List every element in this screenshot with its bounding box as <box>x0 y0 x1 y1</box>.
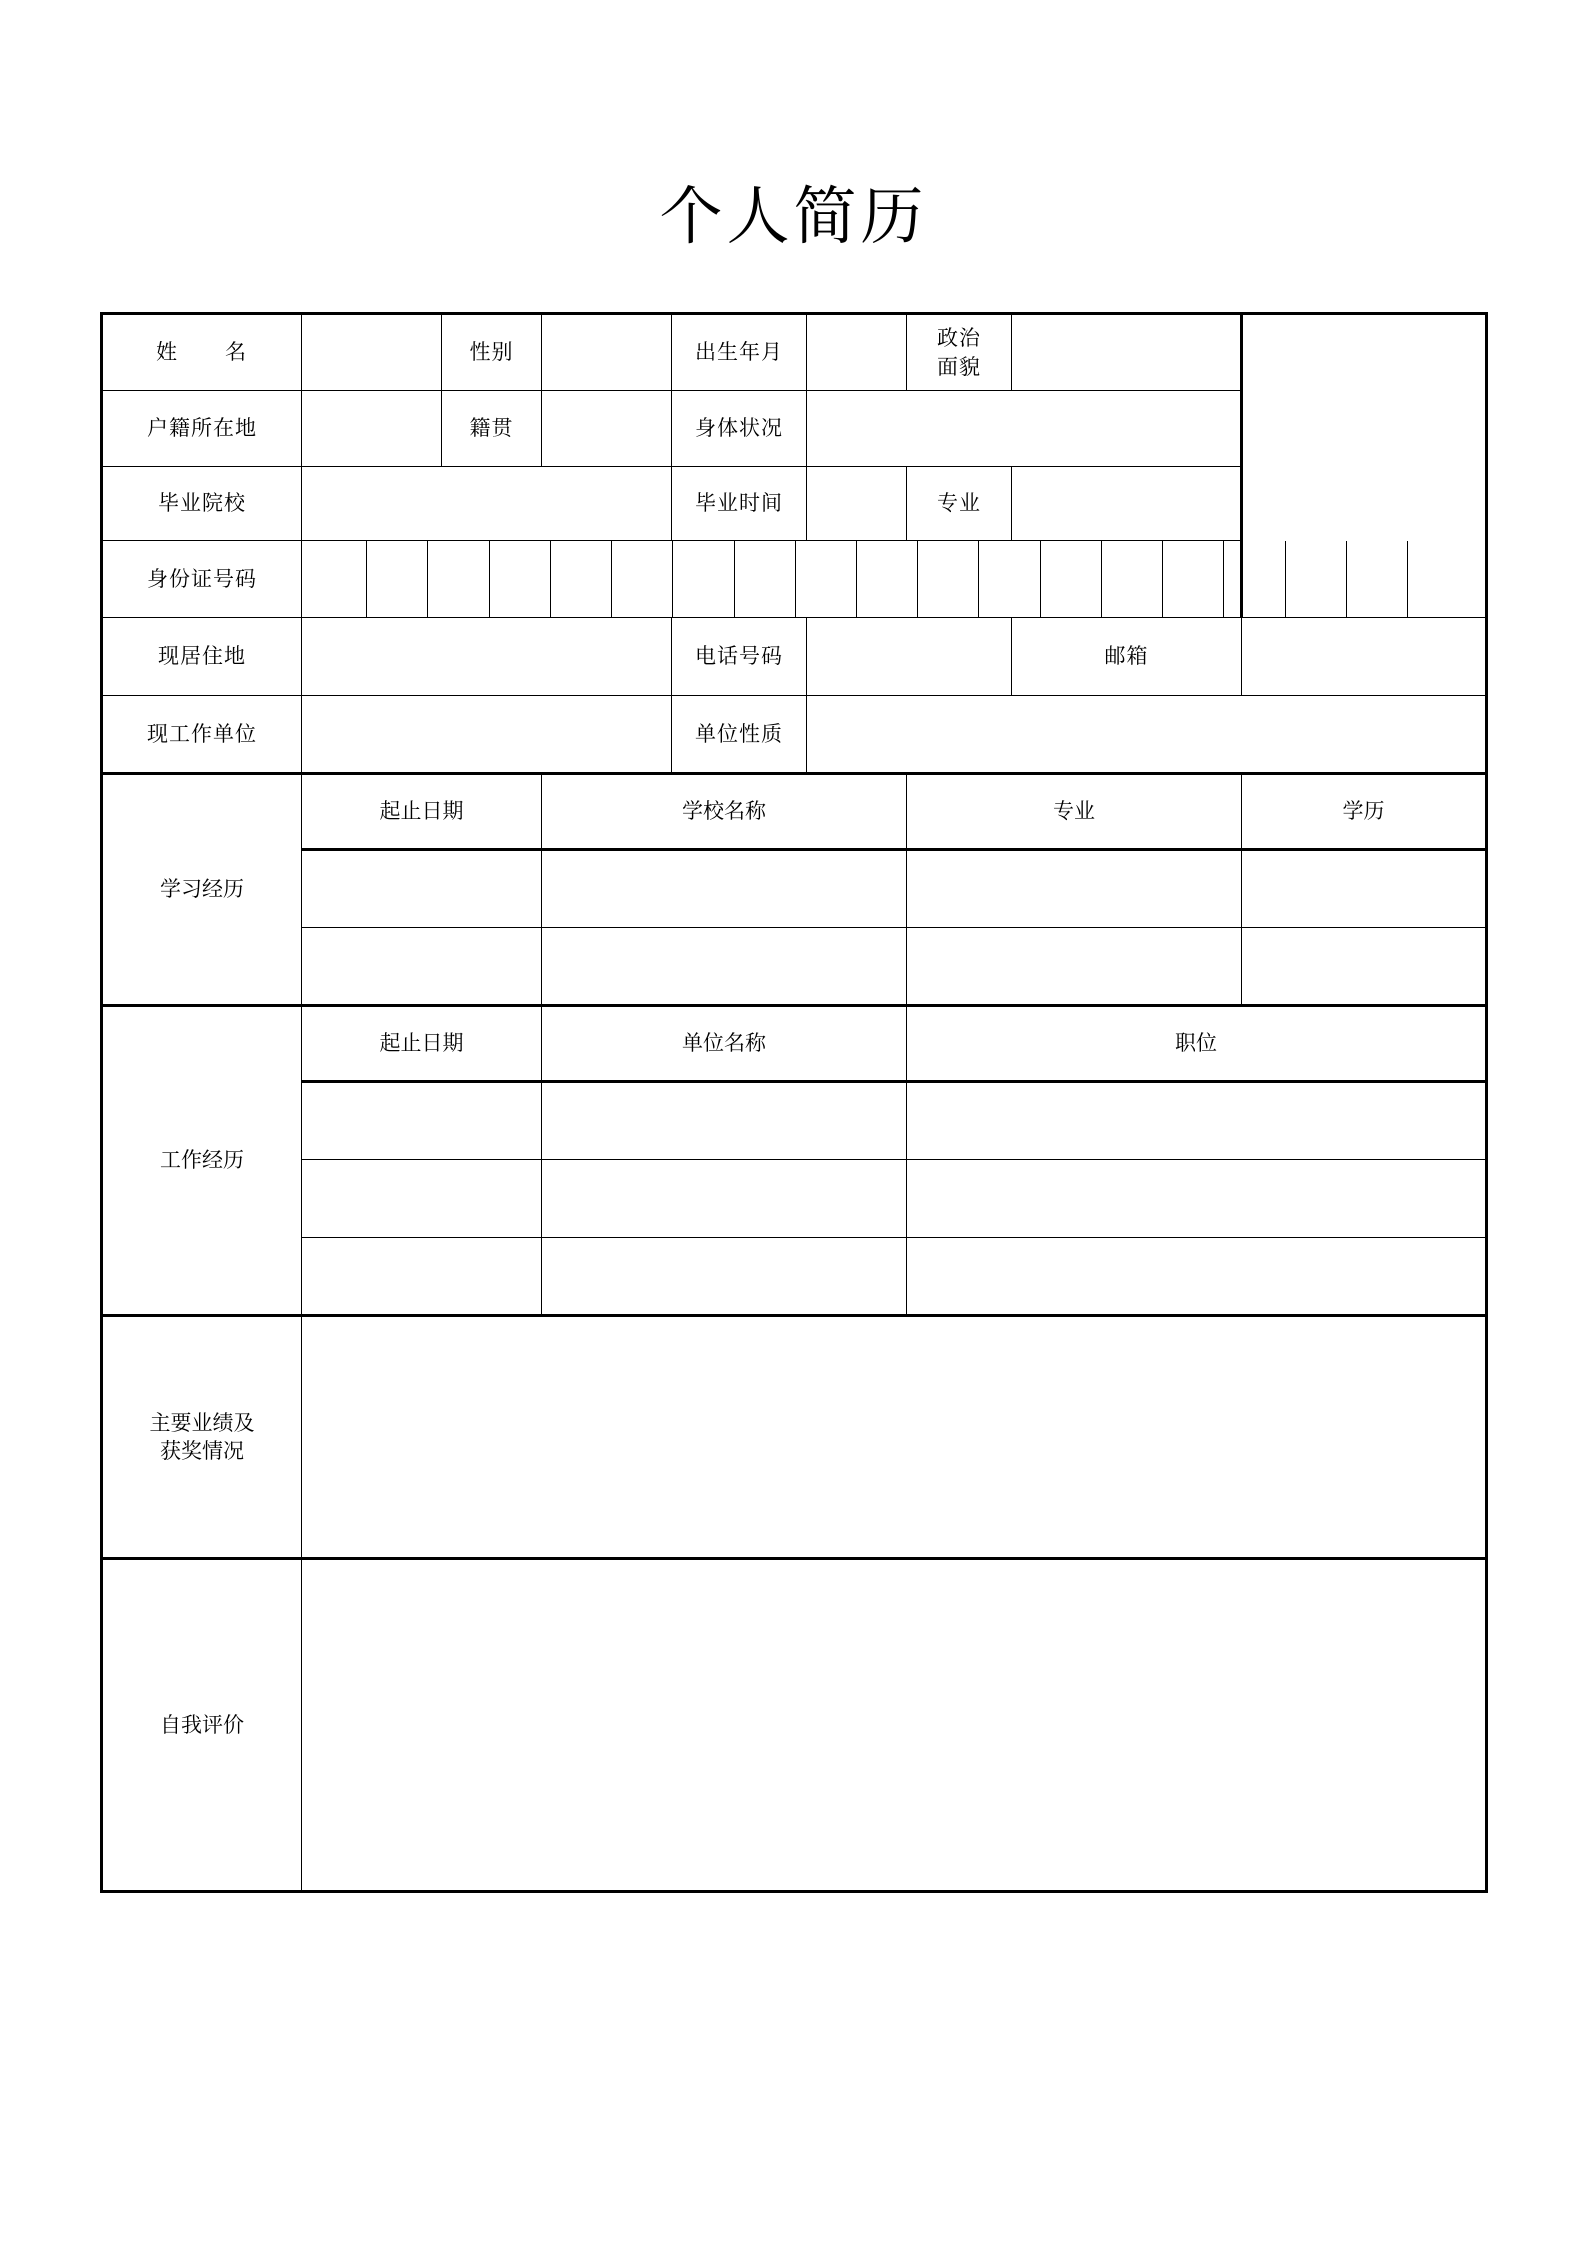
study-cell-dates[interactable] <box>302 850 542 928</box>
id-digit-box[interactable] <box>367 541 428 617</box>
field-organization-type-value[interactable] <box>807 696 1487 774</box>
table-row-self-evaluation <box>102 1559 1487 1892</box>
study-cell-degree[interactable] <box>1242 928 1487 1006</box>
field-major-value[interactable] <box>1012 467 1242 541</box>
id-digit-box[interactable] <box>489 541 550 617</box>
work-cell-position[interactable] <box>907 1082 1487 1160</box>
study-cell-major[interactable] <box>907 928 1242 1006</box>
study-header-degree: 学历 <box>1242 774 1487 850</box>
table-row-id-number <box>102 541 1487 618</box>
label-health-status: 身体状况 <box>672 391 807 467</box>
label-native-place: 籍贯 <box>442 391 542 467</box>
field-current-residence-value[interactable] <box>302 618 672 696</box>
label-political-status-line1: 政治 <box>937 326 981 351</box>
label-id-number: 身份证号码 <box>102 541 302 618</box>
id-digit-box[interactable] <box>979 541 1040 617</box>
study-header-dates: 起止日期 <box>302 774 542 850</box>
label-gender: 性别 <box>442 314 542 391</box>
id-digit-box[interactable] <box>918 541 979 617</box>
section-label-work-experience: 工作经历 <box>102 1006 302 1316</box>
field-self-evaluation-content[interactable] <box>302 1559 1487 1892</box>
study-cell-school[interactable] <box>542 850 907 928</box>
id-digit-box[interactable] <box>1224 541 1285 617</box>
table-row-work-2 <box>102 1160 1487 1238</box>
work-cell-position[interactable] <box>907 1160 1487 1238</box>
field-political-status-value[interactable] <box>1012 314 1242 391</box>
label-name-text: 姓 名 <box>156 340 248 365</box>
table-row-basic-5 <box>102 618 1487 696</box>
id-digit-box[interactable] <box>1040 541 1101 617</box>
resume-form-table <box>100 312 1488 1893</box>
study-header-school: 学校名称 <box>542 774 907 850</box>
id-digit-box[interactable] <box>1346 541 1407 617</box>
study-cell-major[interactable] <box>907 850 1242 928</box>
table-row-work-header <box>102 1006 1487 1082</box>
work-cell-company[interactable] <box>542 1160 907 1238</box>
label-graduation-time: 毕业时间 <box>672 467 807 541</box>
id-digit-box[interactable] <box>1163 541 1224 617</box>
page-title: 个人简历 <box>659 180 928 253</box>
work-header-company: 单位名称 <box>542 1006 907 1082</box>
table-row-basic-6 <box>102 696 1487 774</box>
field-native-place-value[interactable] <box>542 391 672 467</box>
field-id-number-boxes[interactable] <box>302 541 1242 618</box>
field-gender-value[interactable] <box>542 314 672 391</box>
id-digit-box[interactable] <box>550 541 611 617</box>
field-health-status-value[interactable] <box>807 391 1242 467</box>
field-name-value[interactable] <box>302 314 442 391</box>
id-digit-box[interactable] <box>673 541 734 617</box>
field-household-registration-value[interactable] <box>302 391 442 467</box>
work-cell-dates[interactable] <box>302 1160 542 1238</box>
id-digit-box[interactable] <box>306 541 367 617</box>
field-achievements-content[interactable] <box>302 1316 1487 1559</box>
label-birth-date: 出生年月 <box>672 314 807 391</box>
field-current-employer-value[interactable] <box>302 696 672 774</box>
field-phone-number-value[interactable] <box>807 618 1012 696</box>
label-major: 专业 <box>907 467 1012 541</box>
section-label-achievements-line2: 获奖情况 <box>160 1439 244 1463</box>
table-row-study-header <box>102 774 1487 850</box>
id-digit-box[interactable] <box>1285 541 1346 617</box>
label-political-status <box>907 314 1012 391</box>
field-graduation-time-value[interactable] <box>807 467 907 541</box>
section-label-achievements-line1: 主要业绩及 <box>149 1410 255 1435</box>
table-row-study-2 <box>102 928 1487 1006</box>
study-cell-dates[interactable] <box>302 928 542 1006</box>
field-email-value[interactable] <box>1242 618 1487 696</box>
section-label-achievements <box>102 1316 302 1559</box>
table-row-achievements <box>102 1316 1487 1559</box>
label-phone-number: 电话号码 <box>672 618 807 696</box>
label-political-status-line2: 面貌 <box>937 354 981 379</box>
field-birth-date-value[interactable] <box>807 314 907 391</box>
id-box-row <box>306 541 1407 617</box>
table-row-study-1 <box>102 850 1487 928</box>
work-cell-company[interactable] <box>542 1082 907 1160</box>
study-cell-school[interactable] <box>542 928 907 1006</box>
work-header-position: 职位 <box>907 1006 1487 1082</box>
id-digit-box[interactable] <box>856 541 917 617</box>
table-row-work-1 <box>102 1082 1487 1160</box>
section-label-self-evaluation: 自我评价 <box>102 1559 302 1892</box>
label-household-registration: 户籍所在地 <box>102 391 302 467</box>
label-current-employer: 现工作单位 <box>102 696 302 774</box>
work-cell-company[interactable] <box>542 1238 907 1316</box>
work-header-dates: 起止日期 <box>302 1006 542 1082</box>
work-cell-dates[interactable] <box>302 1082 542 1160</box>
label-graduated-school: 毕业院校 <box>102 467 302 541</box>
field-graduated-school-value[interactable] <box>302 467 672 541</box>
label-name <box>102 314 302 391</box>
label-email: 邮箱 <box>1012 618 1242 696</box>
table-row-basic-1 <box>102 314 1487 391</box>
id-digit-box[interactable] <box>612 541 673 617</box>
study-header-major: 专业 <box>907 774 1242 850</box>
id-digit-box[interactable] <box>1101 541 1162 617</box>
label-current-residence: 现居住地 <box>102 618 302 696</box>
id-digit-box[interactable] <box>795 541 856 617</box>
work-cell-dates[interactable] <box>302 1238 542 1316</box>
label-organization-type: 单位性质 <box>672 696 807 774</box>
study-cell-degree[interactable] <box>1242 850 1487 928</box>
id-digit-box[interactable] <box>734 541 795 617</box>
id-box-grid <box>306 541 1407 617</box>
work-cell-position[interactable] <box>907 1238 1487 1316</box>
table-row-work-3 <box>102 1238 1487 1316</box>
id-digit-box[interactable] <box>428 541 489 617</box>
section-label-study-experience: 学习经历 <box>102 774 302 1006</box>
